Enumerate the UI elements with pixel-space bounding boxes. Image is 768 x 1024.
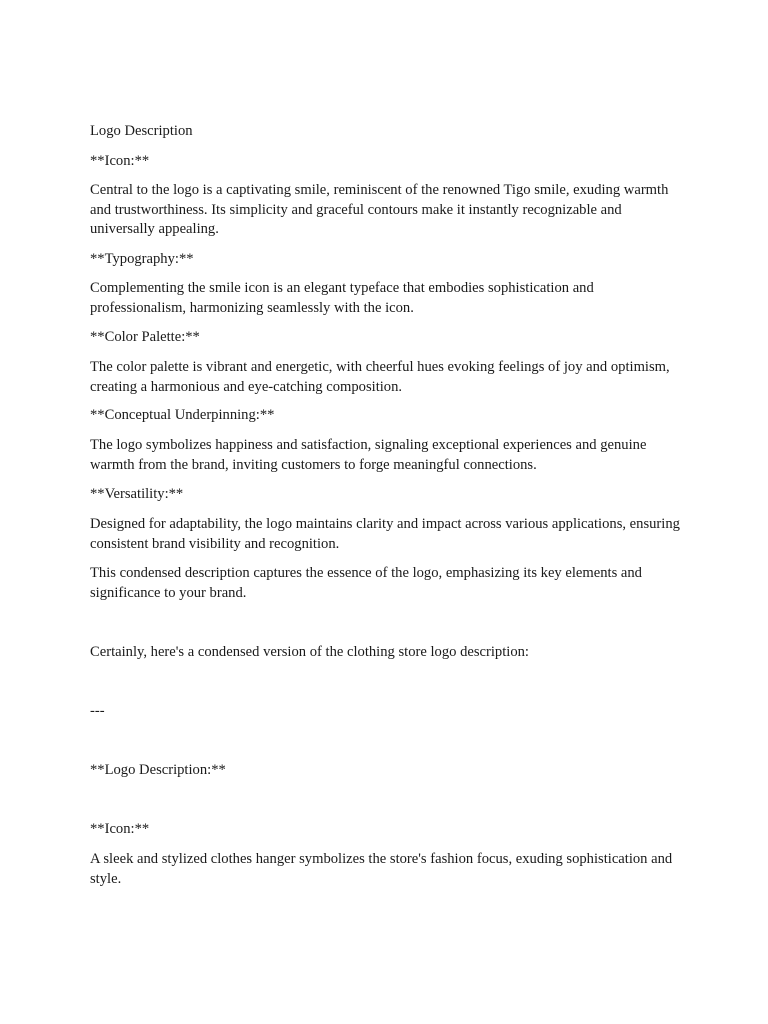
- paragraph-icon: Central to the logo is a captivating smile, reminiscent of the renowned Tigo smile, exuding warmth and trustworthiness. Its simplicity and graceful contours make it instantly recognizable and universally appealing.: [90, 182, 669, 237]
- paragraph-hanger-icon: A sleek and stylized clothes hanger symbolizes the store's fashion focus, exuding sophistication and style.: [90, 851, 673, 887]
- paragraph-versatility: Designed for adaptability, the logo maintains clarity and impact across various applications, ensuring consistent brand visibility and recognition.: [90, 516, 680, 552]
- section-label-typography: **Typography:**: [90, 251, 194, 267]
- section-label-conceptual: **Conceptual Underpinning:**: [90, 407, 275, 423]
- document-heading: Logo Description: [90, 123, 193, 139]
- section-label-icon-2: **Icon:**: [90, 821, 150, 837]
- section-label-logo-description: **Logo Description:**: [90, 762, 226, 778]
- paragraph-typography: Complementing the smile icon is an elegant typeface that embodies sophistication and professionalism, harmonizing seamlessly with the icon.: [90, 280, 594, 316]
- paragraph-summary: This condensed description captures the essence of the logo, emphasizing its key elements and significance to your brand.: [90, 565, 642, 601]
- section-label-icon: **Icon:**: [90, 153, 150, 169]
- section-label-color-palette: **Color Palette:**: [90, 329, 200, 345]
- separator-text: ---: [90, 703, 105, 719]
- paragraph-color-palette: The color palette is vibrant and energetic, with cheerful hues evoking feelings of joy and optimism, creating a harmonious and eye-catching composition.: [90, 359, 670, 395]
- section-label-versatility: **Versatility:**: [90, 486, 184, 502]
- paragraph-intro: Certainly, here's a condensed version of the clothing store logo description:: [90, 644, 529, 660]
- paragraph-conceptual: The logo symbolizes happiness and satisfaction, signaling exceptional experiences and genuine warmth from the brand, inviting customers to forge meaningful connections.: [90, 437, 647, 473]
